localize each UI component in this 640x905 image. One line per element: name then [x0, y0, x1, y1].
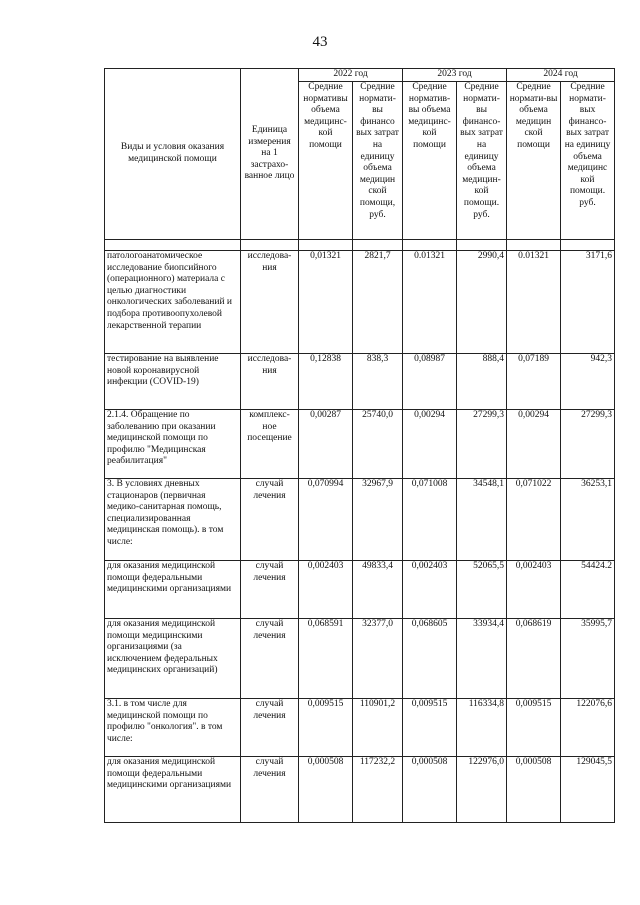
- row-cost-2022: 25740,0: [353, 410, 403, 479]
- row-volume-2022: 0,009515: [299, 699, 353, 757]
- row-cost-2024: 35995,7: [561, 619, 615, 699]
- row-cost-2022: 49833,4: [353, 561, 403, 619]
- row-volume-2024: 0,009515: [507, 699, 561, 757]
- row-volume-2023: 0,009515: [403, 699, 457, 757]
- row-cost-2023: 52065,5: [457, 561, 507, 619]
- row-volume-2022: 0,00287: [299, 410, 353, 479]
- table-row: [105, 757, 615, 823]
- spacer-row: [105, 240, 615, 251]
- row-volume-2023: 0,000508: [403, 757, 457, 823]
- row-volume-2024: 0,000508: [507, 757, 561, 823]
- row-cost-2023: 34548,1: [457, 479, 507, 561]
- row-unit: случай лечения: [241, 479, 299, 561]
- row-volume-2022: 0,12838: [299, 354, 353, 410]
- header-cost-2023: Средние нормати-вы финансо-вых затрат на единицу объема медицин-кой помощи. руб.: [457, 82, 507, 240]
- row-name: тестирование на выявление новой коронавирусной инфекции (COVID-19): [105, 354, 241, 410]
- row-name: патологоанатомическое исследование биопсийного (операционного) материала с целью диагностики онкологических заболеваний и подбора противоопухолевой лекарственной терапии: [105, 251, 241, 354]
- row-volume-2024: 0,068619: [507, 619, 561, 699]
- row-name: для оказания медицинской помощи медицинскими организациями (за исключением федеральных медицинских организаций): [105, 619, 241, 699]
- norms-table: [104, 68, 615, 823]
- row-unit: случай лечения: [241, 757, 299, 823]
- row-name: 2.1.4. Обращение по заболеванию при оказании медицинской помощи по профилю "Медицинская реабилитация": [105, 410, 241, 479]
- row-volume-2024: 0,07189: [507, 354, 561, 410]
- row-unit: комплекс-ное посещение: [241, 410, 299, 479]
- table-row: [105, 619, 615, 699]
- row-volume-2022: 0,070994: [299, 479, 353, 561]
- row-volume-2023: 0.01321: [403, 251, 457, 354]
- row-cost-2022: 2821,7: [353, 251, 403, 354]
- row-volume-2024: 0.01321: [507, 251, 561, 354]
- row-cost-2022: 32967,9: [353, 479, 403, 561]
- row-volume-2023: 0,08987: [403, 354, 457, 410]
- header-cost-2024: Средние нормати-вых финансо-вых затрат на единицу объема медицинс кой помощи. руб.: [561, 82, 615, 240]
- row-unit: исследова-ния: [241, 251, 299, 354]
- row-volume-2022: 0,01321: [299, 251, 353, 354]
- table-row: [105, 354, 615, 410]
- row-cost-2022: 110901,2: [353, 699, 403, 757]
- table-row: [105, 561, 615, 619]
- row-unit: случай лечения: [241, 699, 299, 757]
- row-cost-2023: 27299,3: [457, 410, 507, 479]
- row-name: для оказания медицинской помощи федеральными медицинскими организациями: [105, 757, 241, 823]
- row-volume-2023: 0,002403: [403, 561, 457, 619]
- row-cost-2024: 122076,6: [561, 699, 615, 757]
- row-cost-2023: 2990,4: [457, 251, 507, 354]
- row-volume-2022: 0,002403: [299, 561, 353, 619]
- row-cost-2024: 942,3: [561, 354, 615, 410]
- table-row: [105, 410, 615, 479]
- row-volume-2024: 0,00294: [507, 410, 561, 479]
- header-unit: Единица измерения на 1 застрахо-ванное лицо: [241, 69, 299, 240]
- header-years-row: [105, 69, 615, 82]
- header-volume-2023: Средние норматив-вы объема медицинс-кой помощи: [403, 82, 457, 240]
- row-volume-2022: 0,068591: [299, 619, 353, 699]
- row-volume-2023: 0,068605: [403, 619, 457, 699]
- table-row: [105, 699, 615, 757]
- row-name: для оказания медицинской помощи федеральными медицинскими организациями: [105, 561, 241, 619]
- row-name: 3. В условиях дневных стационаров (первичная медико-санитарная помощь, специализированная медицинская помощь). в том числе:: [105, 479, 241, 561]
- header-volume-2024: Средние нормати-вы объема медицин ской помощи: [507, 82, 561, 240]
- row-volume-2023: 0,00294: [403, 410, 457, 479]
- row-cost-2022: 838,3: [353, 354, 403, 410]
- header-kind: Виды и условия оказания медицинской помощи: [105, 69, 241, 240]
- header-year-2024: 2024 год: [507, 69, 615, 82]
- row-cost-2023: 122976,0: [457, 757, 507, 823]
- row-volume-2024: 0,002403: [507, 561, 561, 619]
- row-cost-2024: 3171,6: [561, 251, 615, 354]
- row-volume-2024: 0,071022: [507, 479, 561, 561]
- header-cost-2022: Средние нормати-вы финансо вых затрат на единицу объема медицин ской помощи, руб.: [353, 82, 403, 240]
- row-cost-2024: 129045,5: [561, 757, 615, 823]
- row-unit: случай лечения: [241, 561, 299, 619]
- row-cost-2023: 116334,8: [457, 699, 507, 757]
- row-cost-2022: 117232,2: [353, 757, 403, 823]
- header-year-2023: 2023 год: [403, 69, 507, 82]
- row-cost-2022: 32377,0: [353, 619, 403, 699]
- row-name: 3.1. в том числе для медицинской помощи по профилю "онкология". в том числе:: [105, 699, 241, 757]
- row-volume-2022: 0,000508: [299, 757, 353, 823]
- row-cost-2024: 27299,3: [561, 410, 615, 479]
- page-number: 43: [312, 34, 328, 50]
- row-cost-2024: 54424.2: [561, 561, 615, 619]
- row-cost-2023: 888,4: [457, 354, 507, 410]
- header-volume-2022: Средние нормативы объема медицинс-кой помощи: [299, 82, 353, 240]
- row-cost-2024: 36253,1: [561, 479, 615, 561]
- header-year-2022: 2022 год: [299, 69, 403, 82]
- table-row: [105, 479, 615, 561]
- table-row: [105, 251, 615, 354]
- row-unit: случай лечения: [241, 619, 299, 699]
- row-cost-2023: 33934,4: [457, 619, 507, 699]
- row-volume-2023: 0,071008: [403, 479, 457, 561]
- row-unit: исследова-ния: [241, 354, 299, 410]
